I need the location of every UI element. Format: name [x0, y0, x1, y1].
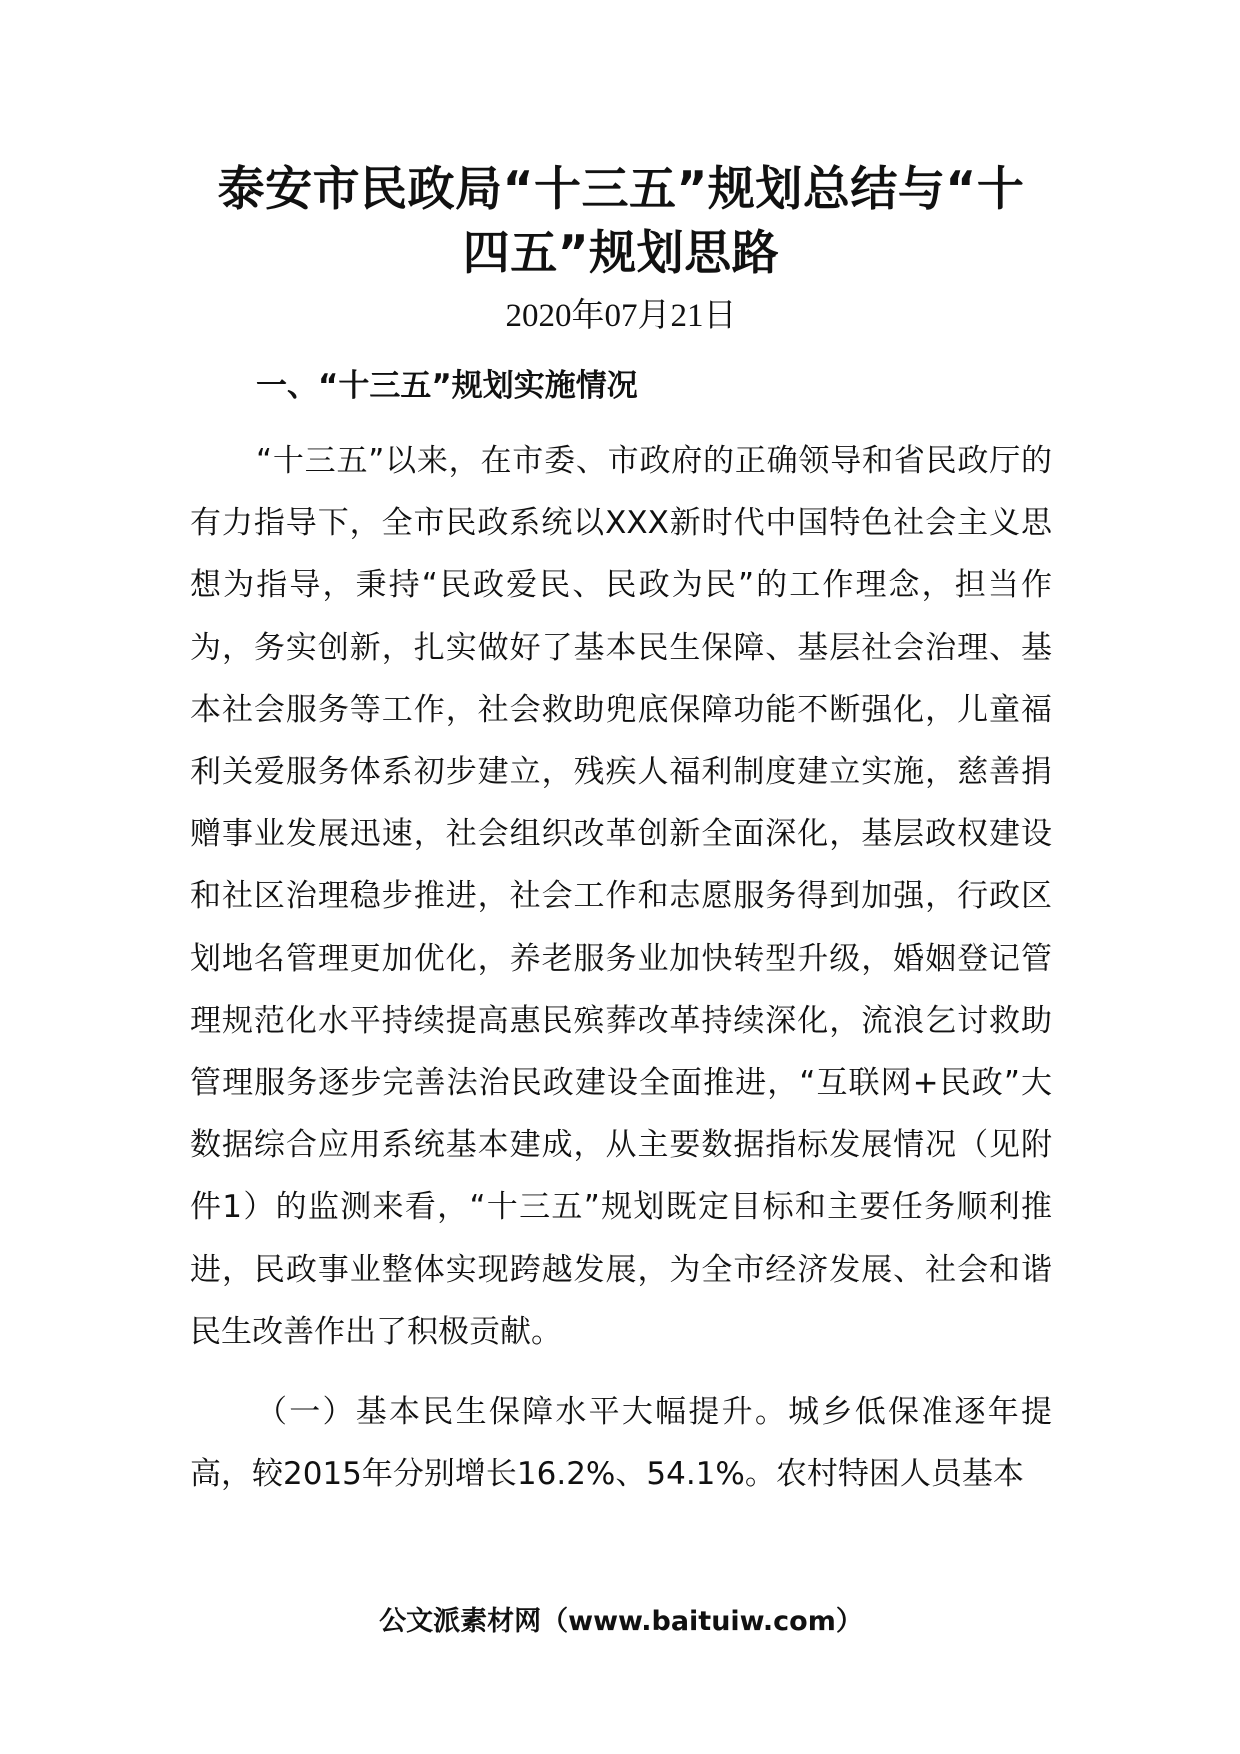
body-paragraph-2: （一）基本民生保障水平大幅提升。城乡低保准逐年提高，较2015年分别增长16.2%、54.1%。农村特困人员基本 — [190, 1394, 1052, 1493]
title-line-1: 泰安市民政局“十三五”规划总结与“十 — [217, 162, 1025, 217]
body-paragraph-1: “十三五”以来，在市委、市政府的正确领导和省民政厅的有力指导下，全市民政系统以XXX新时代中国特色社会主义思想为指导，秉持“民政爱民、民政为民”的工作理念，担当作为，务实创新，扎实做好了基本民生保障、基层社会治理、基本社会服务等工作，社会救助兜底保障功能不断强化，儿童福利关爱服务体系初步建立，残疾人福利制度建立实施，慈善捐赠事业发展迅速，社会组织改革创新全面深化，基层政权建设和社区治理稳步推进，社会工作和志愿服务得到加强，行政区划地名管理更加优化，养老服务业加快转型升级，婚姻登记管理规范化水平持续提高惠民殡葬改革持续深化，流浪乞讨救助管理服务逐步完善法治民政建设全面推进，“互联网+民政”大数据综合应用系统基本建成，从主要数据指标发展情况（见附件1）的监测来看，“十三五”规划既定目标和主要任务顺利推进，民政事业整体实现跨越发展，为全市经济发展、社会和谐民生改善作出了积极贡献。 — [190, 443, 1052, 1350]
section-heading: 一、“十三五”规划实施情况 — [256, 368, 638, 404]
document-date: 2020年07月21日 — [505, 298, 737, 334]
page-footer-watermark: 公文派素材网（www.baituiw.com） — [379, 1606, 863, 1637]
document-title — [190, 158, 1052, 286]
document-body — [190, 430, 1052, 1523]
title-line-2: 四五”规划思路 — [462, 226, 780, 281]
